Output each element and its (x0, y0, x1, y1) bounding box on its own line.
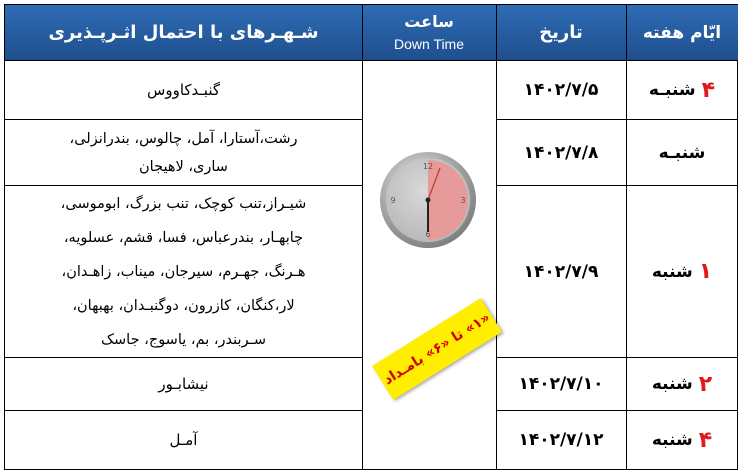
table-row-cities (5, 411, 362, 469)
day-number: ۴ (698, 427, 713, 453)
date-value: ۱۴۰۲/۷/۸ (523, 142, 599, 163)
clock-number-3: 3 (460, 196, 466, 205)
table-row-cities (5, 120, 362, 185)
header-date (496, 5, 626, 60)
day-number: ۴ (701, 77, 716, 103)
table-row-cities (5, 61, 362, 119)
table-row-cities (5, 358, 362, 410)
day-label: شنبه (651, 261, 693, 282)
column-divider (362, 5, 363, 469)
header-cities-label: شـهـرهای با احتمال اثـرپـذیری (48, 22, 319, 43)
cities-line: هـرنگ، جهـرم، سیرجان، میناب، زاهـدان، (61, 263, 306, 280)
cities-line: گنبـدکاووس (147, 81, 220, 99)
cities-line: لار،کنگان، کازرون، دوگنبـدان، بهبهان، (72, 297, 295, 314)
table-row-day (626, 120, 738, 185)
cities-line: رشت،آستارا، آمل، چالوس، بندرانزلی، (69, 130, 298, 147)
time-range-label: «۱» تا «۶» بامـداد (380, 309, 494, 389)
table-row-date (496, 411, 626, 469)
header-time-label: ساعت (404, 11, 454, 31)
table-row-day (626, 186, 738, 357)
day-number: ۱ (698, 259, 713, 284)
header-cities (5, 5, 362, 60)
cities-line: ساری، لاهیجان (139, 158, 228, 175)
clock-center (426, 198, 431, 203)
cities-line: چابهـار، بندرعباس، فسا، قشم، عسلویه، (63, 229, 304, 246)
date-value: ۱۴۰۲/۷/۱۲ (518, 430, 604, 450)
day-label: شنبـه (658, 142, 706, 163)
date-value: ۱۴۰۲/۷/۱۰ (518, 374, 604, 394)
table-row-day (626, 411, 738, 469)
date-value: ۱۴۰۲/۷/۵ (523, 80, 599, 100)
day-label: شنبه (651, 430, 693, 450)
header-days-label: ایّام هفته (642, 22, 722, 43)
cities-line: نیشابـور (158, 375, 209, 393)
table-row-cities (5, 186, 362, 357)
table-row-date (496, 186, 626, 357)
clock-number-9: 9 (390, 196, 396, 205)
cities-line: سـربندر، بم، یاسوج، جاسک (101, 331, 266, 348)
table-row-day (626, 358, 738, 410)
table-row-date (496, 61, 626, 119)
header-date-label: تاریخ (539, 22, 583, 43)
clock-number-12: 12 (422, 162, 434, 171)
header-days (626, 5, 738, 60)
header-time (362, 5, 496, 60)
day-label: شنبه (651, 374, 693, 394)
day-number: ۲ (698, 371, 713, 397)
cities-line: شیـراز،تنب کوچک، تنب بزرگ، ابوموسی، (60, 195, 307, 212)
table-row-date (496, 120, 626, 185)
clock-number-6: 6 (425, 230, 431, 239)
outage-schedule-table (4, 4, 738, 470)
date-value: ۱۴۰۲/۷/۹ (523, 261, 599, 282)
day-label: شنبـه (648, 80, 696, 100)
cities-line: آمـل (169, 431, 198, 449)
header-downtime-label: Down Time (393, 35, 465, 52)
clock-icon (378, 150, 478, 250)
table-row-date (496, 358, 626, 410)
time-range-badge (372, 298, 502, 400)
table-row-day (626, 61, 738, 119)
